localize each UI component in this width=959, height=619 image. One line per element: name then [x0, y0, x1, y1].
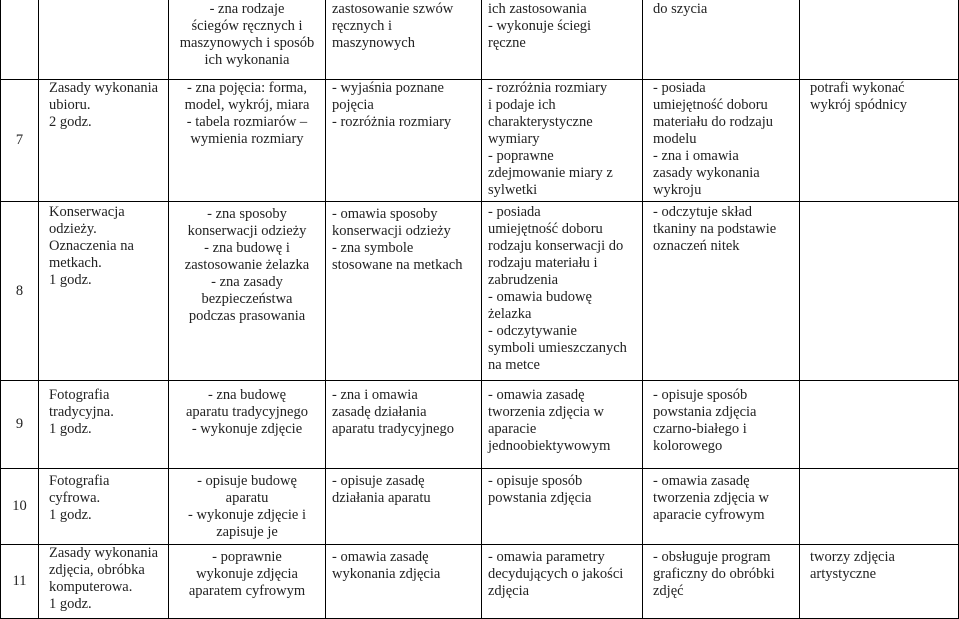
cell-line: ręcznych i	[332, 18, 392, 34]
cell-line: maszynowych	[332, 35, 415, 51]
cell-line: zdjęcia, obróbka	[49, 562, 145, 578]
cell-line: - rozróżnia rozmiary	[332, 114, 452, 130]
application-cell	[643, 469, 800, 545]
cell-line: sylwetki	[488, 182, 538, 198]
cell-line: zastosowanie żelazka	[184, 257, 310, 273]
row-number	[1, 469, 39, 545]
application-cell	[643, 80, 800, 202]
cell-line: ściegów ręcznych i	[191, 18, 303, 34]
cell-line: 1 godz.	[49, 272, 92, 288]
cell-line: Fotografia	[49, 387, 110, 403]
cell-line: model, wykrój, miara	[184, 97, 310, 113]
cell-line: - odczytywanie	[488, 323, 577, 339]
cell-line: - zna i omawia	[653, 148, 739, 164]
cell-line: ich wykonania	[204, 52, 290, 68]
cell-line: - zna sposoby	[207, 206, 287, 222]
row-number-text: 11	[12, 573, 27, 589]
cell-line: konserwacji odzieży	[187, 223, 307, 239]
cell-line: wymienia rozmiary	[190, 131, 304, 147]
cell-line: podczas prasowania	[188, 308, 306, 324]
cell-line: zasady wykonania	[653, 165, 760, 181]
cell-line: - omawia zasadę	[488, 387, 585, 403]
cell-line: stosowane na metkach	[332, 257, 463, 273]
skills-cell	[482, 80, 643, 202]
table-row	[1, 381, 959, 469]
cell-line: - posiada	[488, 204, 541, 220]
table-row	[1, 202, 959, 381]
knowledge-cell	[169, 545, 326, 619]
cell-line: wykroju	[653, 182, 702, 198]
cell-line: żelazka	[488, 306, 532, 322]
cell-line: - opisuje zasadę	[332, 473, 425, 489]
cell-line: - zna i omawia	[332, 387, 418, 403]
skills-cell	[482, 545, 643, 619]
cell-line: Zasady wykonania	[49, 80, 159, 96]
understanding-cell	[326, 469, 482, 545]
cell-line: 1 godz.	[49, 421, 92, 437]
cell-line: wykrój spódnicy	[810, 97, 908, 113]
table-row	[1, 545, 959, 619]
row-number-text: 9	[15, 416, 24, 432]
creativity-cell	[800, 545, 959, 619]
cell-line: zdejmowanie miary z	[488, 165, 613, 181]
application-cell	[643, 381, 800, 469]
cell-line: - omawia parametry	[488, 549, 605, 565]
cell-line: ubioru.	[49, 97, 91, 113]
knowledge-cell	[169, 381, 326, 469]
application-cell	[643, 0, 800, 80]
cell-line: - zna pojęcia: forma,	[187, 80, 307, 96]
cell-line: - omawia zasadę	[332, 549, 429, 565]
cell-line: rodzaju materiału i	[488, 255, 598, 271]
cell-line: - zna rodzaje	[209, 1, 285, 17]
topic-cell	[39, 0, 169, 80]
cell-line: - zna budowę i	[204, 240, 290, 256]
cell-line: bezpieczeństwa	[201, 291, 293, 307]
cell-line: pojęcia	[332, 97, 374, 113]
cell-line: cyfrowa.	[49, 490, 101, 506]
cell-line: zdjęcia	[488, 583, 530, 599]
cell-line: umiejętność doboru	[488, 221, 603, 237]
cell-line: 1 godz.	[49, 507, 92, 523]
row-number-text: 8	[15, 282, 24, 299]
cell-line: - wyjaśnia poznane	[332, 80, 444, 96]
cell-line: do szycia	[653, 1, 708, 17]
cell-line: wymiary	[488, 131, 540, 147]
cell-line: tworzy zdjęcia	[810, 549, 895, 565]
cell-line: - posiada	[653, 80, 706, 96]
cell-line: aparatu tradycyjnego	[332, 421, 454, 437]
cell-line: - tabela rozmiarów –	[186, 114, 308, 130]
skills-cell	[482, 202, 643, 381]
cell-line: graficzny do obróbki	[653, 566, 775, 582]
knowledge-cell	[169, 202, 326, 381]
knowledge-cell	[169, 0, 326, 80]
understanding-cell	[326, 202, 482, 381]
row-number	[1, 80, 39, 202]
cell-line: 1 godz.	[49, 596, 92, 612]
cell-line: aparatu tradycyjnego	[186, 404, 308, 420]
cell-line: potrafi wykonać	[810, 80, 905, 96]
cell-line: - wykonuje zdjęcie	[191, 421, 303, 437]
cell-line: aparatem cyfrowym	[188, 583, 306, 599]
understanding-cell	[326, 0, 482, 80]
cell-line: aparacie	[488, 421, 537, 437]
cell-line: ręczne	[488, 35, 526, 51]
cell-line: maszynowych i sposób	[179, 35, 315, 51]
cell-line: zabrudzenia	[488, 272, 559, 288]
cell-line: konserwacji odzieży	[332, 223, 451, 239]
cell-line: - wykonuje zdjęcie i	[188, 507, 306, 523]
cell-line: - zna zasady	[211, 274, 283, 290]
cell-line: metkach.	[49, 255, 102, 271]
cell-line: - poprawne	[488, 148, 554, 164]
cell-line: - opisuje budowę	[197, 473, 297, 489]
cell-line: wykonania zdjęcia	[332, 566, 441, 582]
cell-line: działania aparatu	[332, 490, 431, 506]
topic-cell	[39, 381, 169, 469]
row-number	[1, 202, 39, 381]
cell-line: odzieży.	[49, 221, 97, 237]
topic-cell	[39, 545, 169, 619]
skills-cell	[482, 469, 643, 545]
cell-line: - odczytuje skład	[653, 204, 753, 220]
table-row	[1, 80, 959, 202]
creativity-cell	[800, 469, 959, 545]
creativity-cell	[800, 381, 959, 469]
cell-line: kolorowego	[653, 438, 723, 454]
cell-line: symboli umieszczanych	[488, 340, 627, 356]
cell-line: zdjęć	[653, 583, 684, 599]
cell-line: na metce	[488, 357, 540, 373]
cell-line: - zna symbole	[332, 240, 414, 256]
cell-line: - opisuje sposób	[488, 473, 583, 489]
cell-line: Oznaczenia na	[49, 238, 134, 254]
understanding-cell	[326, 545, 482, 619]
cell-line: czarno-białego i	[653, 421, 747, 437]
cell-line: tworzenia zdjęcia w	[653, 490, 769, 506]
cell-line: - poprawnie	[212, 549, 282, 565]
cell-line: tworzenia zdjęcia w	[488, 404, 604, 420]
knowledge-cell	[169, 80, 326, 202]
cell-line: - opisuje sposób	[653, 387, 748, 403]
topic-cell	[39, 202, 169, 381]
creativity-cell	[800, 202, 959, 381]
table-body	[1, 0, 959, 619]
cell-line: - omawia zasadę	[653, 473, 750, 489]
application-cell	[643, 545, 800, 619]
cell-line: aparatu	[225, 490, 269, 506]
creativity-cell	[800, 80, 959, 202]
knowledge-cell	[169, 469, 326, 545]
creativity-cell	[800, 0, 959, 80]
cell-line: i podaje ich	[488, 97, 556, 113]
skills-cell	[482, 381, 643, 469]
cell-line: - obsługuje program	[653, 549, 771, 565]
cell-line: ich zastosowania	[488, 1, 587, 17]
cell-line: materiału do rodzaju	[653, 114, 773, 130]
cell-line: tkaniny na podstawie	[653, 221, 777, 237]
cell-line: Fotografia	[49, 473, 110, 489]
application-cell	[643, 202, 800, 381]
cell-line: artystyczne	[810, 566, 877, 582]
cell-line: 2 godz.	[49, 114, 92, 130]
cell-line: zapisuje je	[216, 524, 278, 540]
cell-line: - zna budowę	[207, 387, 287, 403]
cell-line: - omawia budowę	[488, 289, 592, 305]
understanding-cell	[326, 80, 482, 202]
row-number	[1, 0, 39, 80]
row-number	[1, 381, 39, 469]
cell-line: Zasady wykonania	[49, 545, 159, 561]
cell-line: oznaczeń nitek	[653, 238, 740, 254]
cell-line: jednoobiektywowym	[488, 438, 611, 454]
row-number-text: 10	[12, 498, 27, 514]
row-number	[1, 545, 39, 619]
topic-cell	[39, 80, 169, 202]
row-number-text: 7	[15, 132, 24, 148]
cell-line: wykonuje zdjęcia	[196, 566, 298, 582]
cell-line: decydujących o jakości	[488, 566, 624, 582]
cell-line: modelu	[653, 131, 697, 147]
cell-line: - omawia sposoby	[332, 206, 438, 222]
cell-line: - wykonuje ściegi	[488, 18, 592, 34]
cell-line: zasadę działania	[332, 404, 427, 420]
cell-line: Konserwacja	[49, 204, 125, 220]
cell-line: aparacie cyfrowym	[653, 507, 765, 523]
cell-line: zastosowanie szwów	[332, 1, 454, 17]
skills-cell	[482, 0, 643, 80]
table-row	[1, 0, 959, 80]
cell-line: tradycyjna.	[49, 404, 114, 420]
cell-line: powstania zdjęcia	[488, 490, 592, 506]
topic-cell	[39, 469, 169, 545]
cell-line: rodzaju konserwacji do	[488, 238, 624, 254]
cell-line: umiejętność doboru	[653, 97, 768, 113]
understanding-cell	[326, 381, 482, 469]
cell-line: powstania zdjęcia	[653, 404, 757, 420]
cell-line: - rozróżnia rozmiary	[488, 80, 608, 96]
cell-line: komputerowa.	[49, 579, 133, 595]
cell-line: charakterystyczne	[488, 114, 593, 130]
table-row	[1, 469, 959, 545]
